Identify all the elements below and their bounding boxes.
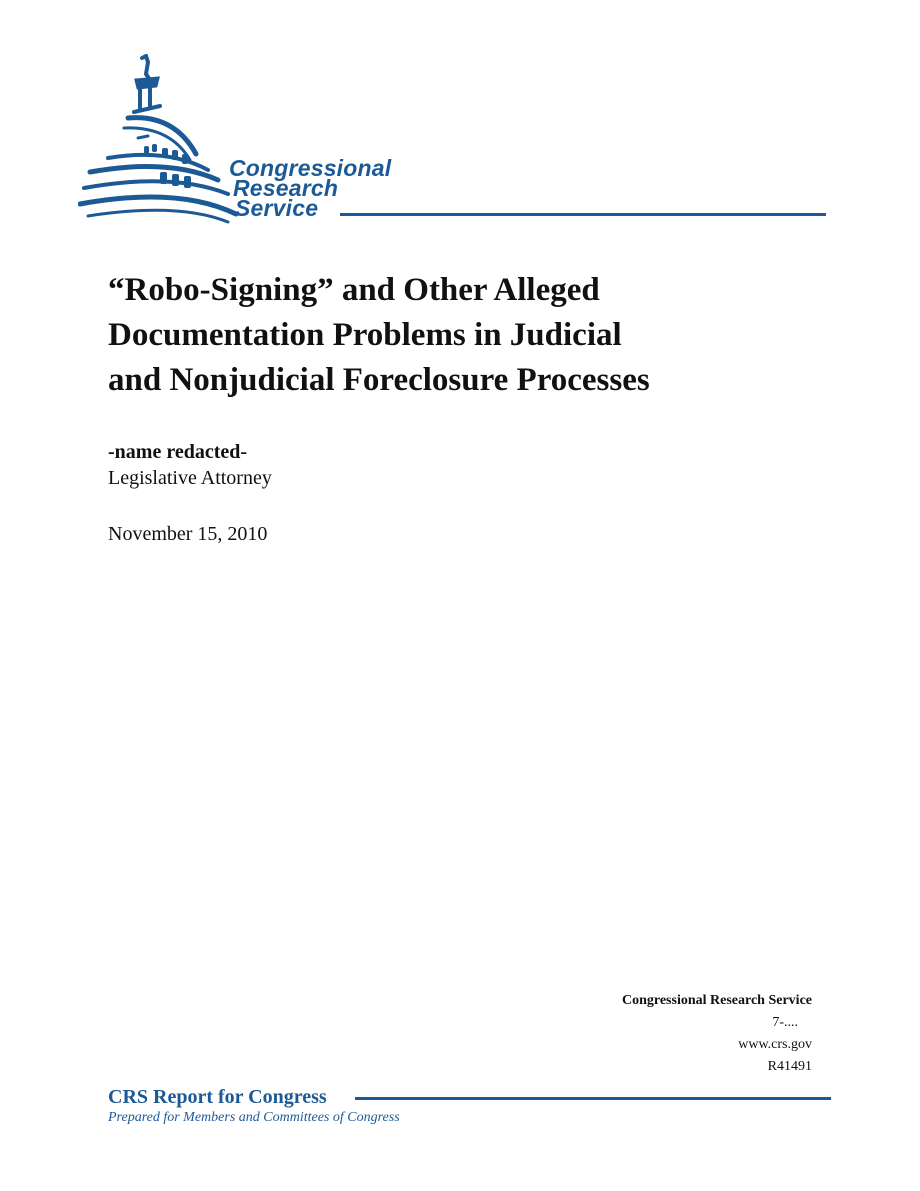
capitol-dome-icon	[78, 54, 238, 224]
logo-line-1: Congressional	[229, 155, 392, 181]
report-number: R41491	[767, 1059, 812, 1074]
logo-line-3: Service	[235, 195, 319, 221]
crs-url: www.crs.gov	[738, 1037, 812, 1052]
title-line-2: Documentation Problems in Judicial	[108, 317, 622, 353]
footer-subtitle: Prepared for Members and Committees of Congress	[108, 1110, 400, 1125]
footer-report-title: CRS Report for Congress	[108, 1086, 327, 1108]
crs-logo	[78, 54, 838, 229]
author-name: -name redacted-	[108, 441, 248, 463]
report-date: November 15, 2010	[108, 523, 268, 545]
crs-info-block	[622, 990, 812, 1078]
author-block	[108, 439, 272, 491]
report-title	[108, 268, 808, 403]
crs-phone-code: 7-....	[772, 1015, 798, 1030]
crs-org-name: Congressional Research Service	[621, 993, 812, 1008]
author-role: Legislative Attorney	[108, 467, 272, 489]
footer-rule	[355, 1097, 831, 1100]
logo-rule	[340, 213, 826, 216]
title-line-1: “Robo-Signing” and Other Alleged	[108, 272, 600, 308]
logo-wordmark	[229, 155, 392, 221]
logo-line-2: Research	[233, 175, 339, 201]
title-line-3: and Nonjudicial Foreclosure Processes	[108, 362, 650, 398]
